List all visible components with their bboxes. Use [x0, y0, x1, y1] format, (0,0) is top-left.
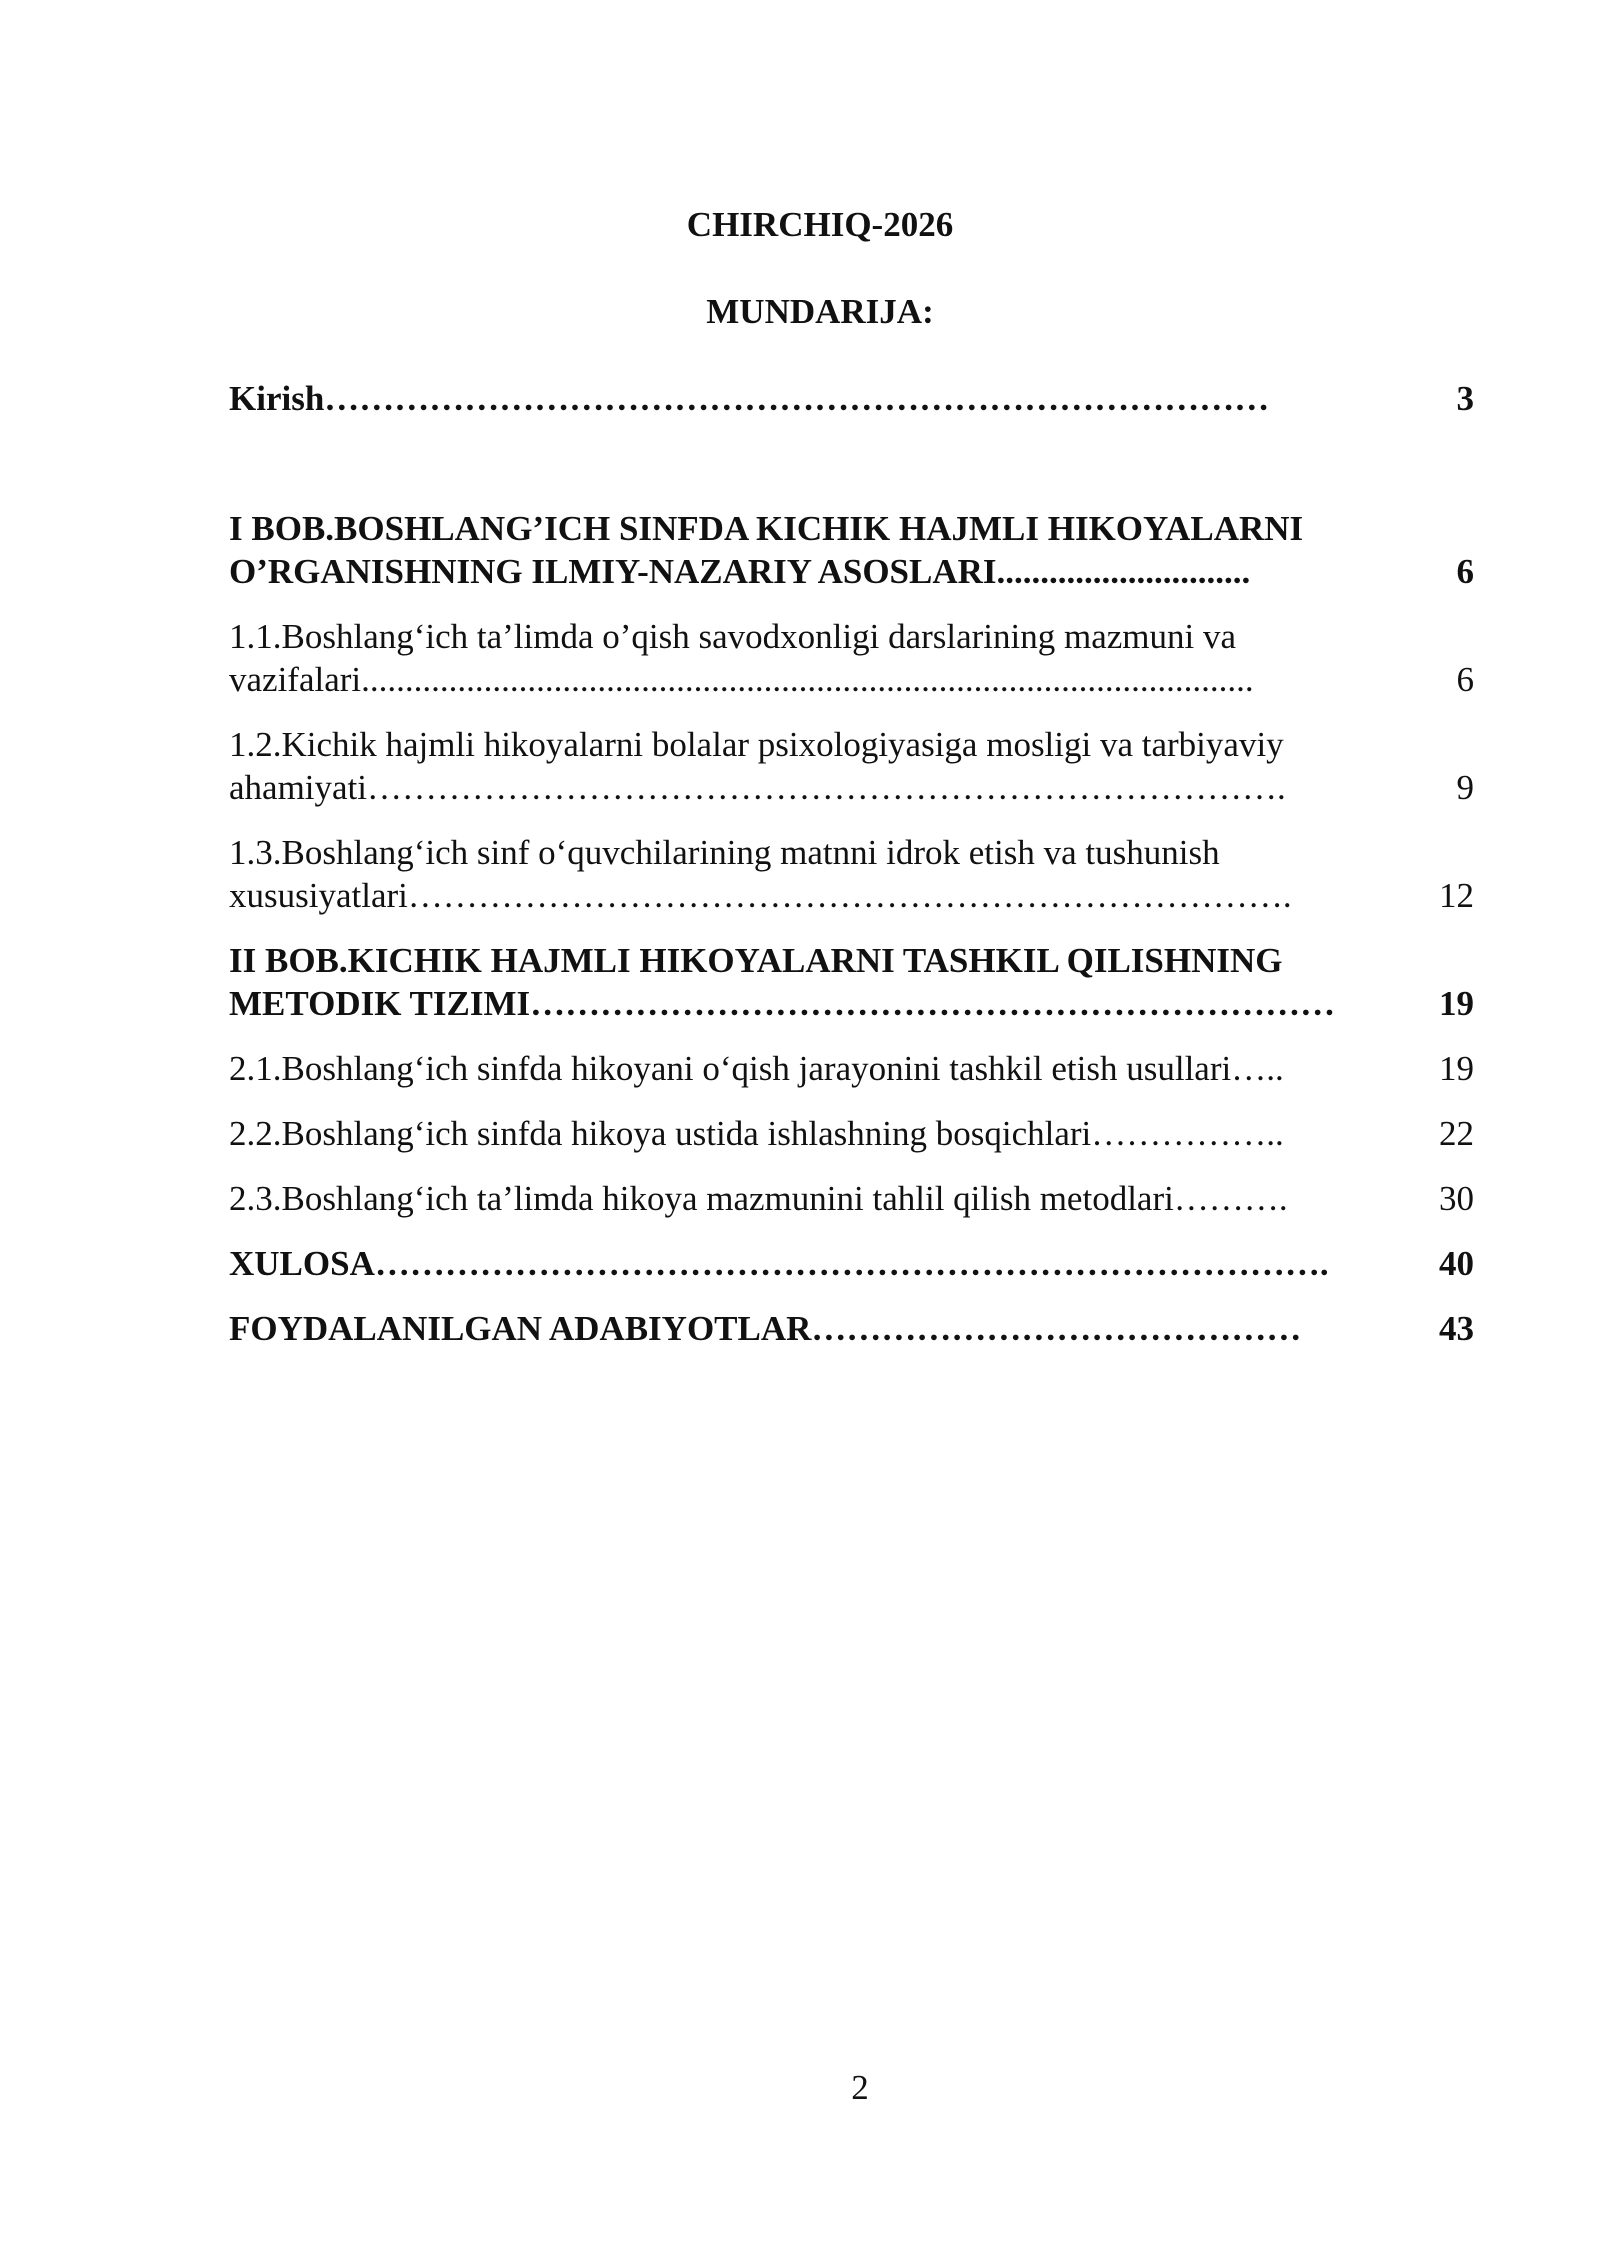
toc-page-2-1: 19: [1439, 1049, 1474, 1088]
toc-page-xulosa: 40: [1439, 1244, 1474, 1283]
toc-entry-2-2: 2.2.Boshlang‘ich sinfda hikoya ustida ishlashning bosqichlari……………..: [229, 1114, 1284, 1153]
toc-entry-1-3-line-1: 1.3.Boshlang‘ich sinf o‘quvchilarining matnni idrok etish va tushunish: [229, 833, 1220, 872]
toc-entry-1-2-line-1: 1.2.Kichik hajmli hikoyalarni bolalar psixologiyasiga mosligi va tarbiyaviy: [229, 725, 1284, 764]
city-year-heading: CHIRCHIQ-2026: [686, 205, 954, 244]
toc-entry-1-3-line-2: xususiyatlari………………………………………………………………….: [229, 876, 1292, 915]
toc-page-2-3: 30: [1439, 1179, 1474, 1218]
toc-page-1-1: 6: [1456, 660, 1474, 699]
toc-entry-chapter-2-line-1: II BOB.KICHIK HAJMLI HIKOYALARNI TASHKIL QILISHNING: [229, 941, 1283, 980]
toc-entry-chapter-1-line-2: O’RGANISHNING ILMIY-NAZARIY ASOSLARI.............................: [229, 552, 1251, 591]
toc-page-chapter-1: 6: [1456, 552, 1474, 591]
toc-entry-1-2-line-2: ahamiyati…………………………………………………………………….: [229, 768, 1286, 807]
toc-page-kirish: 3: [1456, 379, 1474, 418]
toc-entry-1-1-line-2: vazifalari......................................................................................................: [229, 660, 1254, 699]
toc-page-chapter-2: 19: [1439, 984, 1474, 1023]
toc-page-1-3: 12: [1439, 876, 1474, 915]
toc-entry-chapter-2-line-2: METODIK TIZIMI……………………………………………………………: [229, 984, 1336, 1023]
page-number: 2: [851, 2068, 869, 2107]
toc-title: MUNDARIJA:: [706, 292, 934, 331]
toc-entry-2-3: 2.3.Boshlang‘ich ta’limda hikoya mazmunini tahlil qilish metodlari……….: [229, 1179, 1288, 1218]
toc-entry-references: FOYDALANILGAN ADABIYOTLAR……………………………………: [229, 1309, 1302, 1348]
toc-entry-xulosa: XULOSA……………………………………………………………………….: [229, 1244, 1329, 1283]
toc-page-1-2: 9: [1456, 768, 1474, 807]
toc-entry-2-1: 2.1.Boshlang‘ich sinfda hikoyani o‘qish jarayonini tashkil etish usullari…..: [229, 1049, 1284, 1088]
toc-page-2-2: 22: [1439, 1114, 1474, 1153]
toc-entry-kirish: Kirish………………………………………………………………………: [229, 379, 1270, 418]
toc-page-references: 43: [1439, 1309, 1474, 1348]
toc-entry-1-1-line-1: 1.1.Boshlang‘ich ta’limda o’qish savodxonligi darslarining mazmuni va: [229, 617, 1237, 656]
toc-entry-chapter-1-line-1: I BOB.BOSHLANG’ICH SINFDA KICHIK HAJMLI HIKOYALARNI: [229, 509, 1304, 548]
